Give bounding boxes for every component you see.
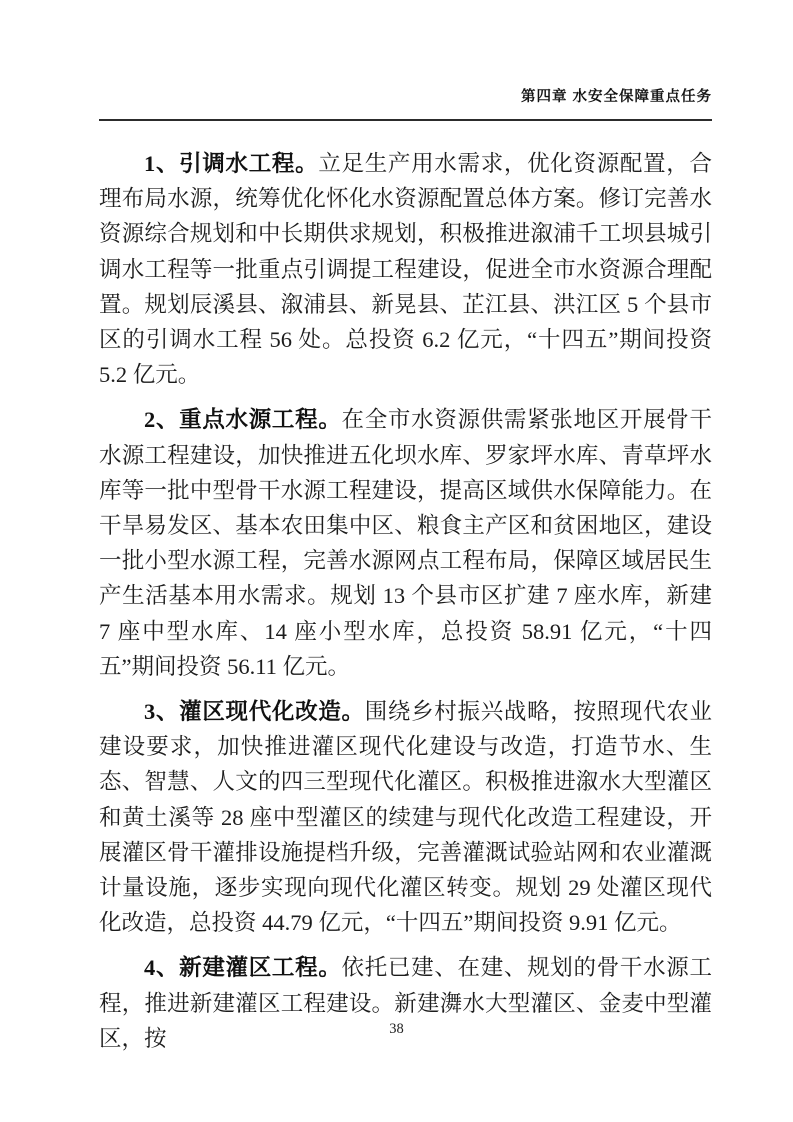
paragraph-lead: 4、新建灌区工程。: [144, 955, 342, 981]
paragraph-lead: 1、引调水工程。: [144, 151, 319, 176]
paragraph-lead: 2、重点水源工程。: [144, 407, 342, 433]
paragraph-text: 立足生产用水需求，优化资源配置，合理布局水源，统筹优化怀化水资源配置总体方案。修订完善水资源综合规划和中长期供求规划，积极推进溆浦千工坝县城引调水工程等一批重点引调提工程建设，促进全市水资源合理配置。规划辰溪县、溆浦县、新晃县、芷江县、洪江区 5 个县市区的引调水工程 56 处。总投资 6.2 亿元，“十四五”期间投资 5.2 亿元。: [99, 151, 712, 388]
page-footer: [0, 1021, 793, 1038]
chapter-running-header: 第四章 水安全保障重点任务: [520, 89, 712, 105]
paragraph-lead: 3、灌区现代化改造。: [144, 699, 365, 725]
header-divider-line: [99, 119, 712, 121]
document-body: [99, 146, 712, 1056]
body-paragraph: [99, 950, 712, 1056]
page-number: 38: [389, 1021, 404, 1037]
body-paragraph: [99, 694, 712, 940]
body-paragraph: [99, 402, 712, 684]
paragraph-text: 依托已建、在建、规划的骨干水源工程，推进新建灌区工程建设。新建㵲水大型灌区、金麦中型灌区，按: [99, 955, 712, 1051]
paragraph-text: 在全市水资源供需紧张地区开展骨干水源工程建设，加快推进五化坝水库、罗家坪水库、青草坪水库等一批中型骨干水源工程建设，提高区域供水保障能力。在干旱易发区、基本农田集中区、粮食主产区和贫困地区，建设一批小型水源工程，完善水源网点工程布局，保障区域居民生产生活基本用水需求。规划 13 个县市区扩建 7 座水库，新建 7 座中型水库、14 座小型水库，总投资 58.91 亿元，“十四五”期间投资 56.11 亿元。: [99, 407, 712, 679]
paragraph-text: 围绕乡村振兴战略，按照现代农业建设要求，加快推进灌区现代化建设与改造，打造节水、生态、智慧、人文的四三型现代化灌区。积极推进溆水大型灌区和黄土溪等 28 座中型灌区的续建与现代化改造工程建设，开展灌区骨干灌排设施提档升级，完善灌溉试验站网和农业灌溉计量设施，逐步实现向现代化灌区转变。规划 29 处灌区现代化改造，总投资 44.79 亿元，“十四五”期间投资 9.91 亿元。: [99, 699, 712, 936]
body-paragraph: [99, 146, 712, 392]
